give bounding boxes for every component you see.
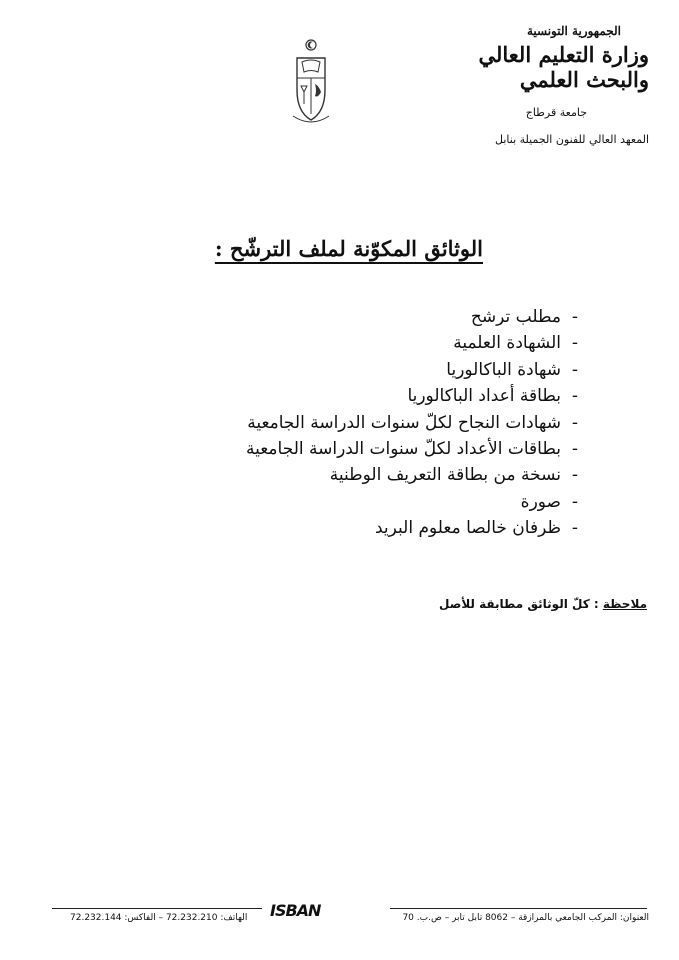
list-marker: - bbox=[571, 359, 579, 380]
list-marker: - bbox=[571, 491, 579, 512]
document-item-text: الشهادة العلمية bbox=[453, 333, 561, 354]
document-item-text: بطاقات الأعداد لكلّ سنوات الدراسة الجامعية bbox=[245, 438, 561, 459]
institute-logo: ISBAN bbox=[270, 901, 321, 920]
ministry-line-2: والبحث العلمي bbox=[519, 67, 649, 92]
footer-address: العنوان: المركب الجامعي بالمرازقة – 8062 تابل تابر – ص.ب. 70 bbox=[402, 913, 649, 923]
coat-of-arms-icon bbox=[287, 38, 335, 128]
list-marker: - bbox=[571, 307, 579, 327]
footer-divider-right bbox=[390, 908, 647, 909]
ministry-line-1: وزارة التعليم العالي bbox=[478, 42, 649, 67]
documents-list bbox=[229, 304, 589, 542]
list-item bbox=[229, 330, 589, 356]
document-item-text: شهادات النجاح لكلّ سنوات الدراسة الجامعية bbox=[247, 412, 561, 433]
note-text: كلّ الوثائق مطابقة للأصل bbox=[439, 597, 590, 611]
list-item bbox=[229, 304, 589, 330]
institute-name: المعهد العالي للفنون الجميلة بنابل bbox=[495, 133, 649, 146]
note-separator: : bbox=[589, 597, 603, 611]
list-item bbox=[229, 489, 589, 515]
list-item bbox=[229, 357, 589, 383]
list-marker: - bbox=[571, 465, 579, 486]
document-item-text: ظرفان خالصا معلوم البريد bbox=[374, 518, 561, 539]
page-title: الوثائق المكوّنة لملف الترشّح : bbox=[214, 236, 483, 261]
document-item-text: بطاقة أعداد الباكالوريا bbox=[407, 386, 561, 407]
document-item-text: شهادة الباكالوريا bbox=[446, 359, 561, 380]
document-item-text: نسخة من بطاقة التعريف الوطنية bbox=[329, 465, 561, 486]
republic-name: الجمهورية التونسية bbox=[526, 24, 621, 38]
letterhead bbox=[419, 24, 649, 146]
document-item-text: صورة bbox=[520, 491, 561, 512]
list-item bbox=[229, 383, 589, 409]
list-item bbox=[229, 436, 589, 462]
note bbox=[439, 597, 647, 611]
list-item bbox=[229, 462, 589, 488]
university-name: جامعة قرطاج bbox=[525, 106, 587, 119]
list-marker: - bbox=[571, 412, 579, 433]
ministry-name bbox=[419, 42, 649, 92]
note-label: ملاحظة bbox=[602, 597, 647, 611]
footer-phone-fax: الهاتف: 72.232.210 – الفاكس: 72.232.144 bbox=[70, 913, 248, 923]
list-item bbox=[229, 515, 589, 541]
footer-divider-left bbox=[52, 908, 262, 909]
list-marker: - bbox=[571, 333, 579, 354]
document-item-text: مطلب ترشح bbox=[470, 307, 561, 327]
list-marker: - bbox=[571, 438, 579, 459]
list-marker: - bbox=[571, 518, 579, 539]
list-marker: - bbox=[571, 386, 579, 407]
list-item bbox=[229, 410, 589, 436]
